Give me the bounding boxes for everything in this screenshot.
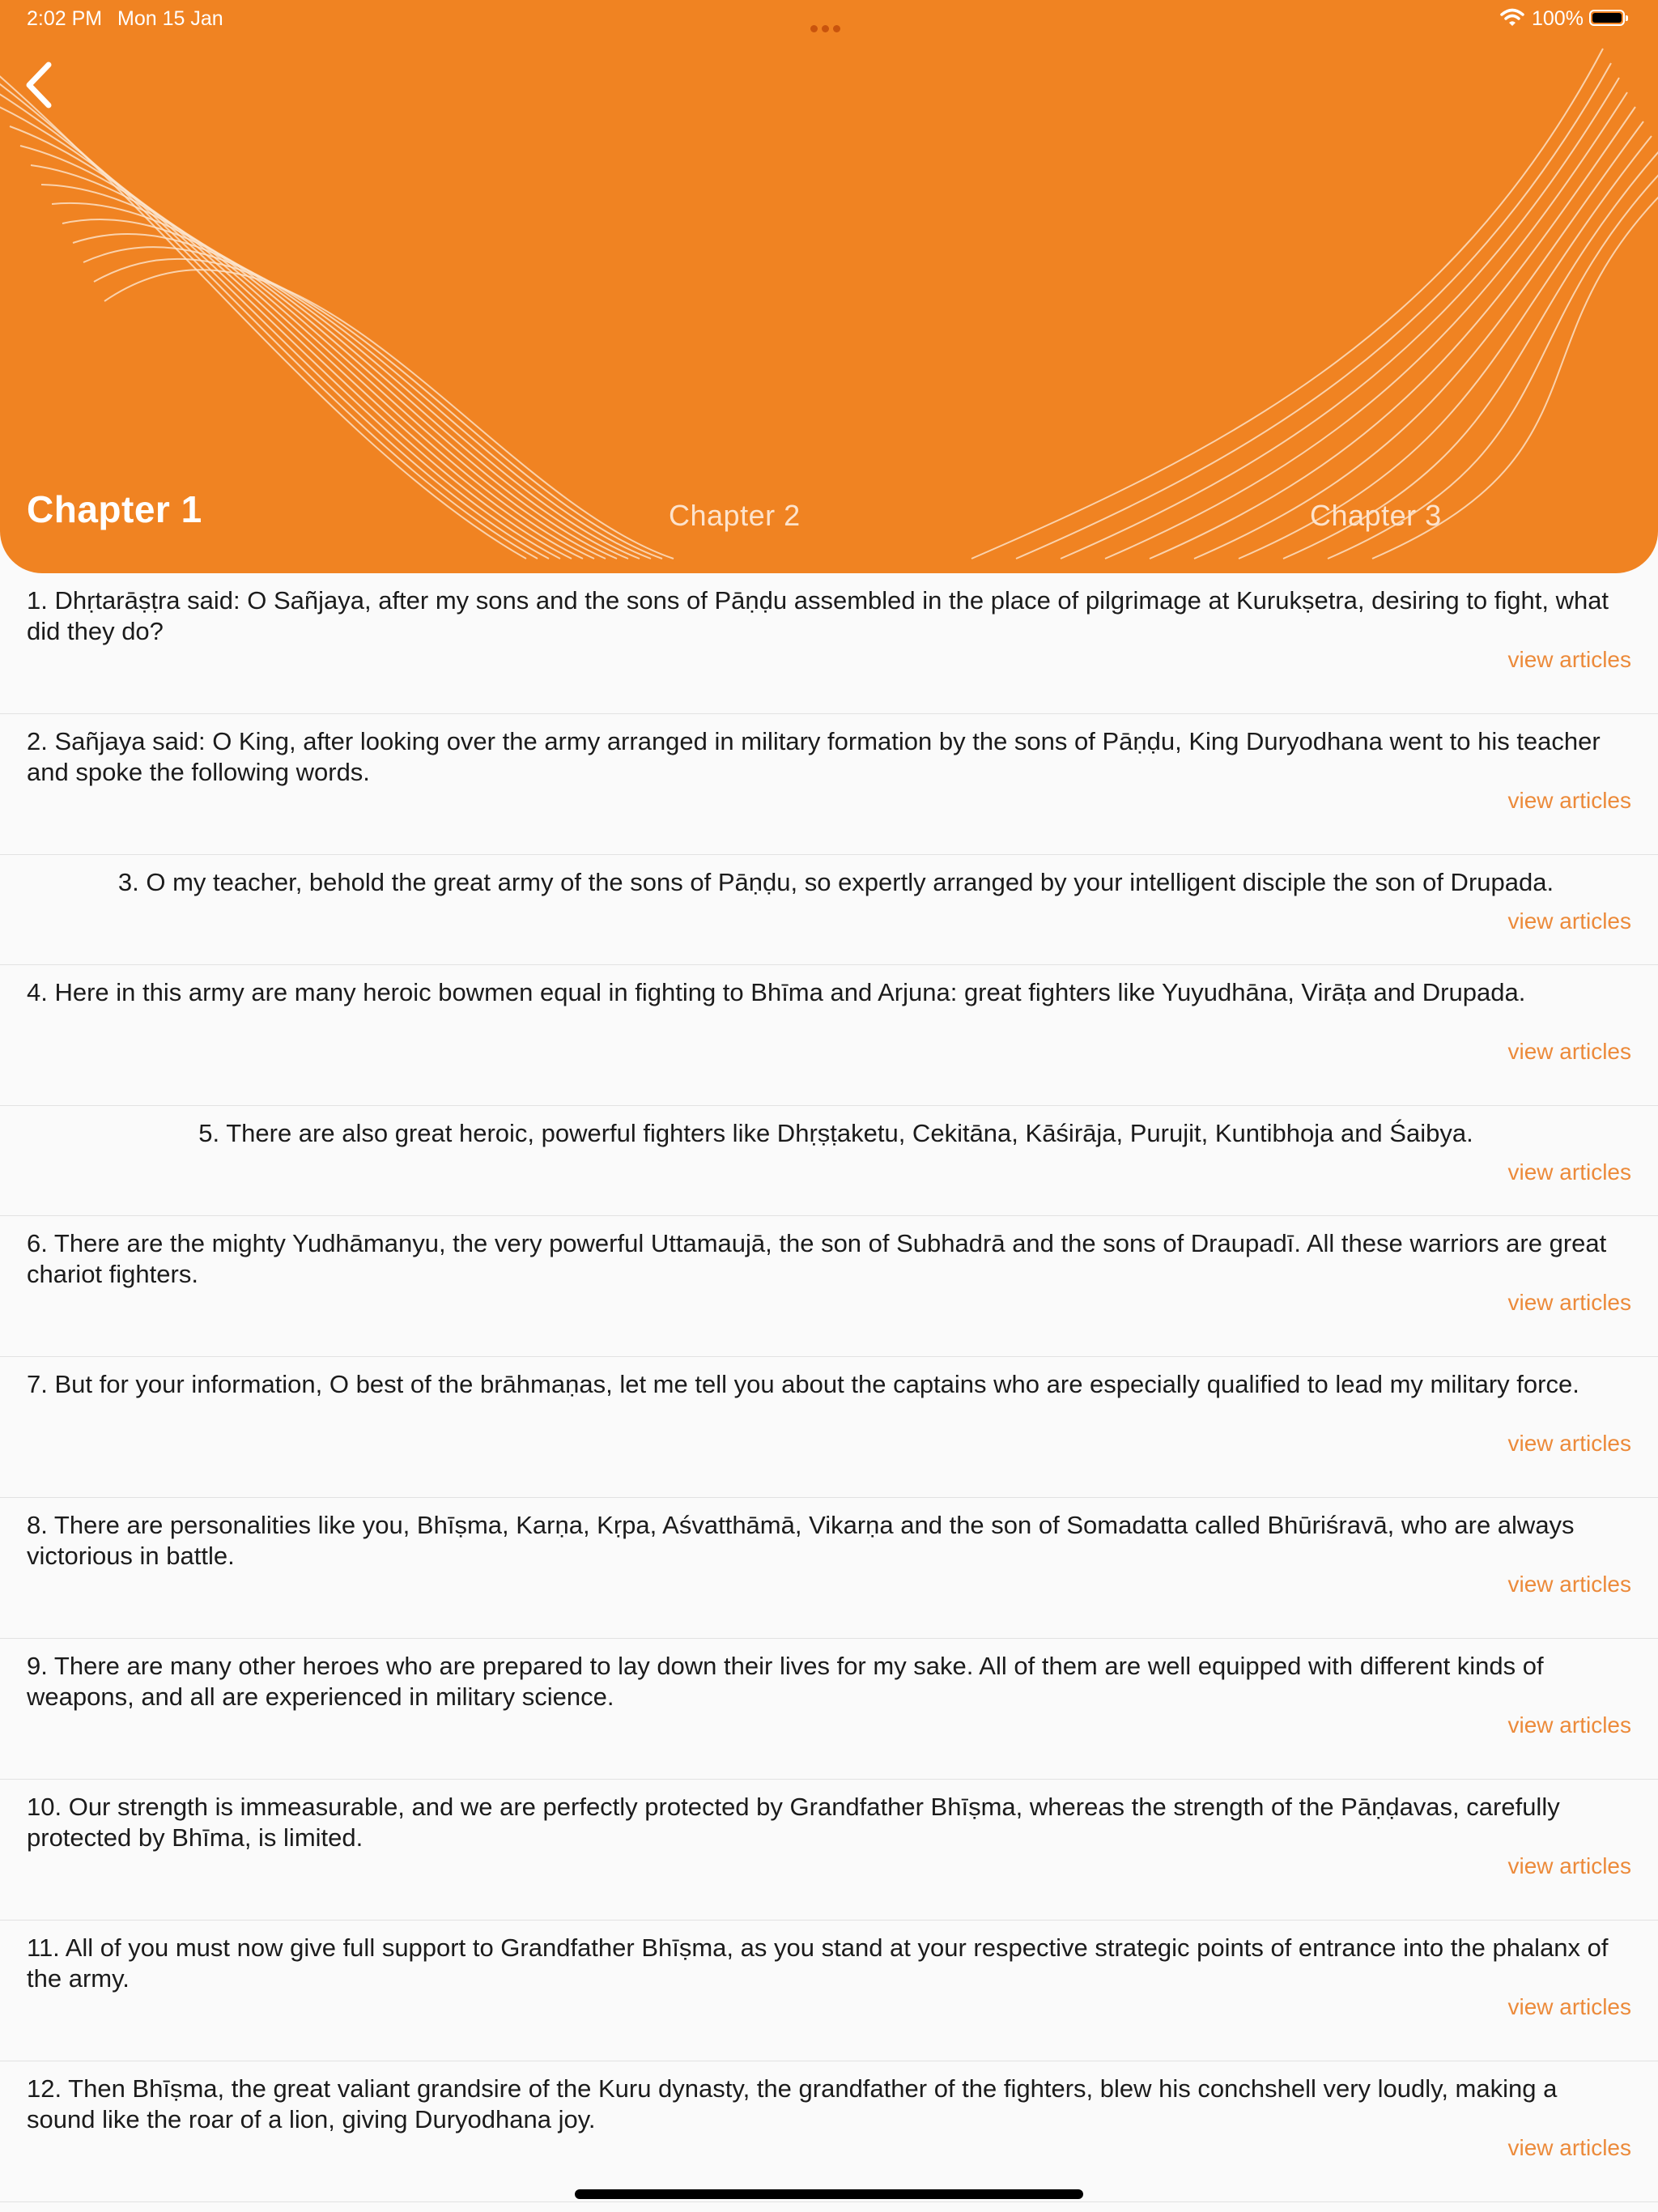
status-time: 2:02 PM [27,7,103,30]
decorative-wave-lines [0,0,1658,573]
verse-list[interactable] [0,573,1658,2202]
verse-text: 10. Our strength is immeasurable, and we are perfectly protected by Grandfather Bhīṣma, whereas the strength of the Pāṇḍavas, carefully protected by Bhīma, is limited. [27,1793,1560,1852]
verse-row-8 [0,1498,1658,1639]
battery-percentage: 100% [1532,7,1584,30]
verse-text: 12. Then Bhīṣma, the great valiant grandsire of the Kuru dynasty, the grandfather of the fighters, blew his conchshell very loudly, making a sound like the roar of a lion, giving Duryodhana joy. [27,2074,1558,2133]
tab-chapter-3[interactable]: Chapter 3 [1310,499,1442,532]
multitasking-dots-icon[interactable] [810,15,844,38]
view-articles-link[interactable]: view articles [1507,908,1631,934]
verse-row-5 [0,1106,1658,1216]
verse-row-10 [0,1780,1658,1921]
view-articles-link[interactable]: view articles [1507,1039,1631,1064]
verse-text: 4. Here in this army are many heroic bowmen equal in fighting to Bhīma and Arjuna: great fighters like Yuyudhāna, Virāṭa and Drupada. [27,978,1526,1006]
status-date: Mon 15 Jan [117,7,223,30]
chapter-header [0,0,1658,573]
verse-row-12 [0,2061,1658,2202]
home-indicator[interactable] [575,2189,1083,2199]
view-articles-link[interactable]: view articles [1507,1159,1631,1185]
verse-text: 1. Dhṛtarāṣṭra said: O Sañjaya, after my sons and the sons of Pāṇḍu assembled in the place of pilgrimage at Kurukṣetra, desiring to fight, what did they do? [27,586,1609,645]
view-articles-link[interactable]: view articles [1507,1431,1631,1456]
view-articles-link[interactable]: view articles [1507,1712,1631,1738]
view-articles-link[interactable]: view articles [1507,2135,1631,2160]
verse-row-9 [0,1639,1658,1780]
verse-row-11 [0,1921,1658,2061]
verse-text: 6. There are the mighty Yudhāmanyu, the very powerful Uttamaujā, the son of Subhadrā and the sons of Draupadī. All these warriors are great chariot fighters. [27,1229,1607,1288]
view-articles-link[interactable]: view articles [1507,1572,1631,1597]
verse-row-4 [0,965,1658,1106]
back-chevron-icon[interactable] [18,57,66,113]
wifi-icon [1500,8,1524,26]
verse-row-7 [0,1357,1658,1498]
view-articles-link[interactable]: view articles [1507,1290,1631,1315]
verse-row-1 [0,573,1658,714]
tab-chapter-2[interactable]: Chapter 2 [669,499,801,532]
verse-row-2 [0,714,1658,855]
verse-text: 2. Sañjaya said: O King, after looking over the army arranged in military formation by the sons of Pāṇḍu, King Duryodhana went to his teacher and spoke the following words. [27,727,1601,786]
verse-text: 9. There are many other heroes who are prepared to lay down their lives for my sake. All of them are well equipped with different kinds of weapons, and all are experienced in military science. [27,1652,1544,1711]
verse-row-6 [0,1216,1658,1357]
verse-text: 3. O my teacher, behold the great army of the sons of Pāṇḍu, so expertly arranged by your intelligent disciple the son of Drupada. [117,868,1554,896]
view-articles-link[interactable]: view articles [1507,1994,1631,2019]
verse-text: 11. All of you must now give full support to Grandfather Bhīṣma, as you stand at your respective strategic points of entrance into the phalanx of the army. [27,1933,1609,1993]
view-articles-link[interactable]: view articles [1507,647,1631,672]
view-articles-link[interactable]: view articles [1507,1853,1631,1878]
battery-icon [1589,10,1625,26]
status-bar [0,0,1658,39]
tab-chapter-1[interactable]: Chapter 1 [27,488,202,530]
verse-text: 8. There are personalities like you, Bhīṣma, Karṇa, Kṛpa, Aśvatthāmā, Vikarṇa and the son of Somadatta called Bhūriśravā, who are always victorious in battle. [27,1511,1575,1570]
verse-row-3 [0,855,1658,965]
verse-text: 7. But for your information, O best of the brāhmaṇas, let me tell you about the captains who are especially qualified to lead my military force. [27,1370,1579,1398]
view-articles-link[interactable]: view articles [1507,788,1631,813]
verse-text: 5. There are also great heroic, powerful fighters like Dhṛṣṭaketu, Cekitāna, Kāśirāja, Purujit, Kuntibhoja and Śaibya. [198,1119,1473,1147]
